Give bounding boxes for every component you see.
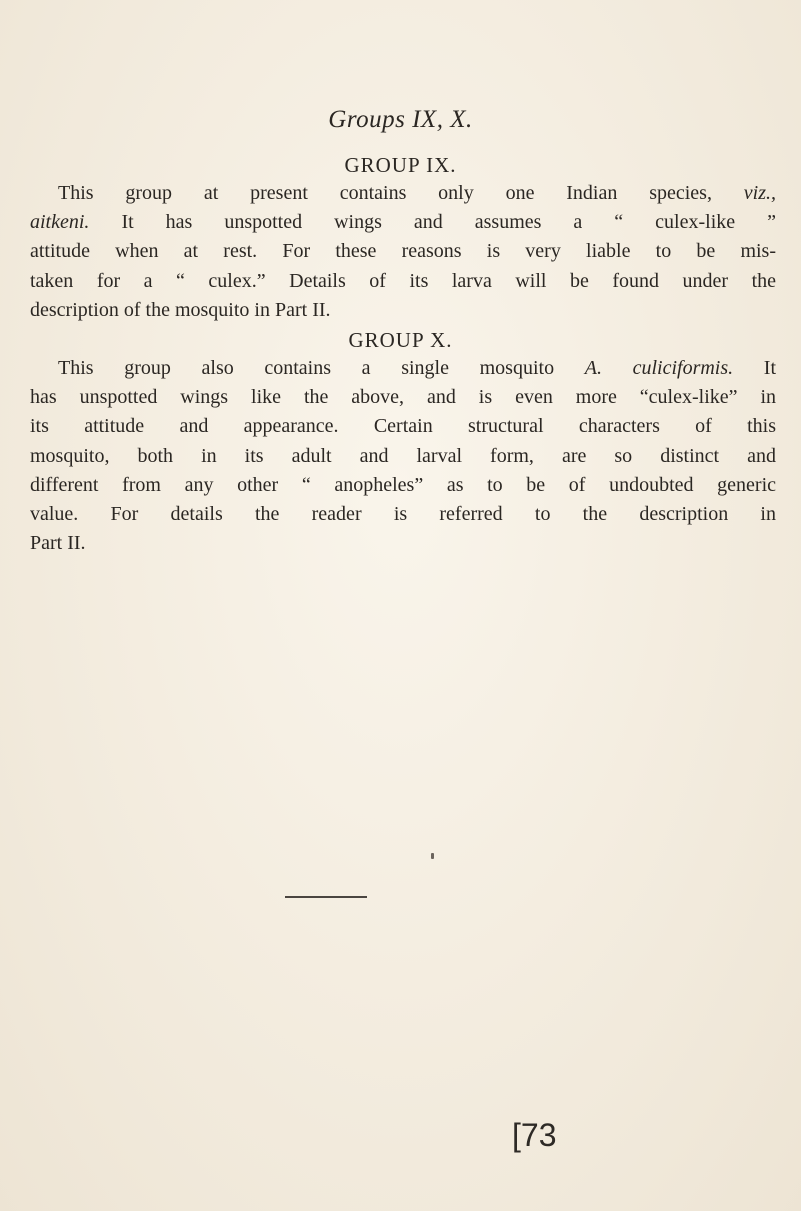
section-heading-group-ix: GROUP IX. [344, 153, 457, 177]
paragraph-line: different from any other “ anopheles” as to be of undoubted generic [30, 473, 776, 496]
paragraph-line: its attitude and appearance. Certain structural characters of this [30, 415, 776, 438]
paragraph-line: has unspotted wings like the above, and is even more “culex-like” in [30, 386, 776, 409]
paragraph-group-x [30, 354, 776, 558]
paragraph-line: attitude when at rest. For these reasons is very liable to be mis- [30, 240, 776, 263]
paragraph-line: value. For details the reader is referred to the description in [30, 503, 776, 526]
paragraph-line: Part II. [30, 532, 86, 555]
paragraph-line: mosquito, both in its adult and larval form, are so distinct and [30, 444, 776, 467]
paragraph-line: taken for a “ culex.” Details of its larva will be found under the [30, 269, 776, 292]
running-head: Groups IX, X. [328, 106, 473, 133]
paragraph-group-ix [30, 179, 776, 325]
section-rule [285, 896, 367, 898]
paragraph-line: This group also contains a single mosquito A. culiciformis. It [58, 357, 777, 379]
section-heading-group-x: GROUP X. [348, 328, 453, 352]
paragraph-line: This group at present contains only one Indian species, viz., [58, 182, 776, 204]
page-number: [73 [512, 1117, 557, 1153]
paragraph-line: description of the mosquito in Part II. [30, 298, 331, 321]
paragraph-line: aitkeni. It has unspotted wings and assumes a “ culex-like ” [30, 211, 776, 234]
ink-speck [431, 853, 434, 859]
